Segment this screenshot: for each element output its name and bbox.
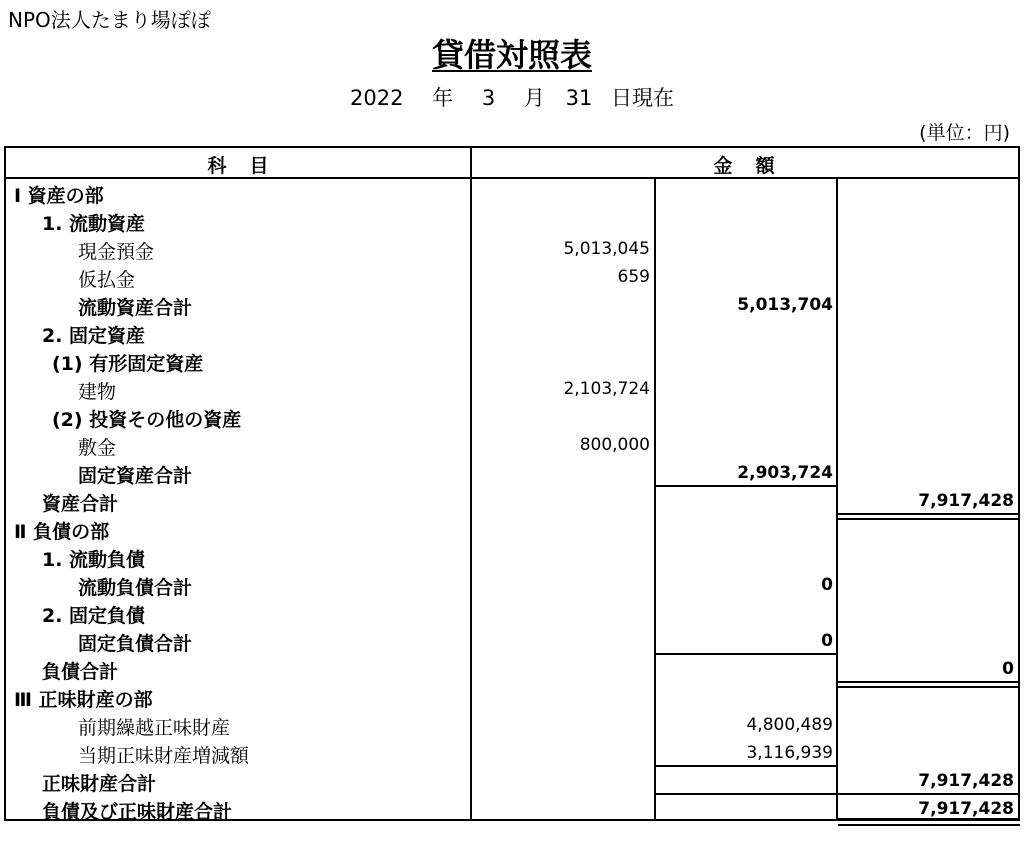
row-label: 当期正味財産増減額 [78,745,250,767]
row-label: 負債及び正味財産合計 [42,801,233,823]
table-row [6,319,1018,347]
total-amount: 7,917,428 [918,799,1014,819]
row-label: (1) 有形固定資産 [52,353,204,375]
total-amount: 0 [1002,659,1014,679]
table-row [6,291,1018,319]
row-label: 資産合計 [42,493,119,515]
table-row [6,263,1018,291]
table-row [6,347,1018,375]
row-label: 固定負債合計 [78,633,193,655]
table-row [6,431,1018,459]
title-text: 貸借対照表 [431,36,592,74]
row-label: Ⅰ 資産の部 [14,185,104,207]
table-row [6,459,1018,487]
row-label: 2. 固定資産 [42,325,146,347]
row-label: 1. 流動負債 [42,549,146,571]
row-label: 1. 流動資産 [42,213,146,235]
subtotal-amount: 2,903,724 [737,463,833,483]
subtotal-amount: 5,013,704 [737,295,833,315]
table-row [6,655,1018,683]
unit-label: (単位：円) [919,122,1010,144]
row-label: 仮払金 [78,269,136,291]
row-label: 現金預金 [78,241,155,263]
detail-amount: 2,103,724 [563,379,650,399]
total-amount: 7,917,428 [918,771,1014,791]
table-row [6,739,1018,767]
table-row [6,403,1018,431]
date-year-unit: 年 [432,86,454,110]
table-row [6,627,1018,655]
row-label: 敷金 [78,437,117,459]
row-label: 前期繰越正味財産 [78,717,231,739]
table-row [6,515,1018,543]
row-label: 流動負債合計 [78,577,193,599]
organization-name: NPO法人たまり場ぽぽ [8,8,211,32]
date-month: 3 [481,86,496,110]
subtotal-amount: 0 [821,631,833,651]
table-row [6,767,1018,795]
as-of-date [0,82,1024,112]
table-row [6,599,1018,627]
date-day: 31 [565,86,593,110]
date-month-unit: 月 [523,86,545,110]
subtotal-amount: 4,800,489 [746,715,833,735]
document-title [0,30,1024,76]
total-amount: 7,917,428 [918,491,1014,511]
detail-amount: 5,013,045 [563,239,650,259]
row-label: Ⅱ 負債の部 [14,521,110,543]
balance-sheet-table [4,146,1020,821]
table-row [6,207,1018,235]
row-label: 建物 [78,381,117,403]
detail-amount: 800,000 [579,435,650,455]
row-label: (2) 投資その他の資産 [52,409,242,431]
date-year: 2022 [350,86,404,110]
row-label: 正味財産合計 [42,773,157,795]
row-label: 負債合計 [42,661,119,683]
subtotal-amount: 0 [821,575,833,595]
table-row [6,179,1018,207]
row-label: 流動資産合計 [78,297,193,319]
table-row [6,487,1018,515]
table-row [6,571,1018,599]
date-suffix: 日現在 [611,86,674,110]
detail-amount: 659 [617,267,650,287]
header-amount: 金 額 [713,155,777,177]
table-row [6,543,1018,571]
header-item: 科 目 [207,155,271,177]
table-row [6,235,1018,263]
table-row [6,375,1018,403]
subtotal-amount: 3,116,939 [746,743,833,763]
table-header [6,148,1018,179]
table-row [6,683,1018,711]
table-row [6,711,1018,739]
table-row [6,795,1018,823]
row-label: 2. 固定負債 [42,605,146,627]
row-label: 固定資産合計 [78,465,193,487]
row-label: Ⅲ 正味財産の部 [14,689,153,711]
